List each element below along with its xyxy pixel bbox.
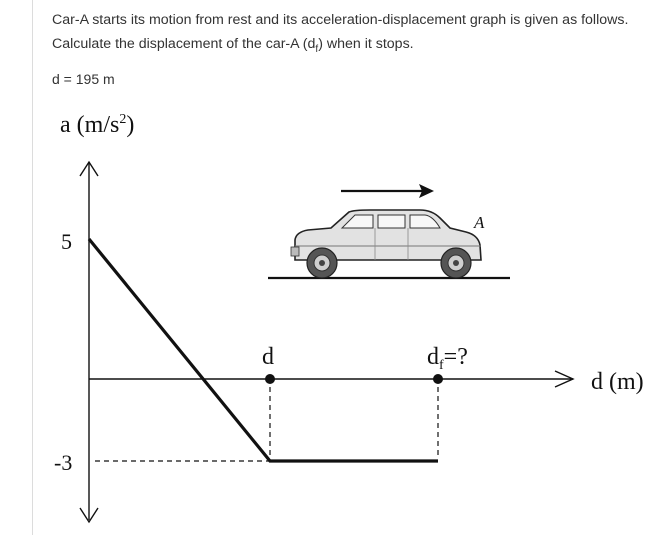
- car-icon: [291, 210, 481, 278]
- tick-label-5: 5: [61, 229, 72, 254]
- x-axis-label: d (m): [591, 369, 644, 395]
- question-end: ) when it stops.: [318, 36, 414, 52]
- point-d: [265, 374, 275, 384]
- y-axis-label: a $(m/s^2)$: [60, 112, 135, 138]
- question-main: Car-A starts its motion from rest and its acceleration-displacement graph is given as follows. Calculate the displacement of the car-A (d: [52, 12, 629, 52]
- question-text: [52, 8, 652, 62]
- answer-text: d = 195 m: [52, 71, 115, 87]
- question-sub: f: [315, 43, 319, 55]
- car-label: A: [474, 213, 485, 232]
- point-df: [433, 374, 443, 384]
- acceleration-displacement-figure: [40, 100, 660, 530]
- point-d-label: d: [262, 344, 274, 370]
- left-rule: [32, 0, 33, 535]
- point-df-label: $d_f=$?: [427, 344, 468, 373]
- tick-label-minus3: -3: [54, 450, 73, 475]
